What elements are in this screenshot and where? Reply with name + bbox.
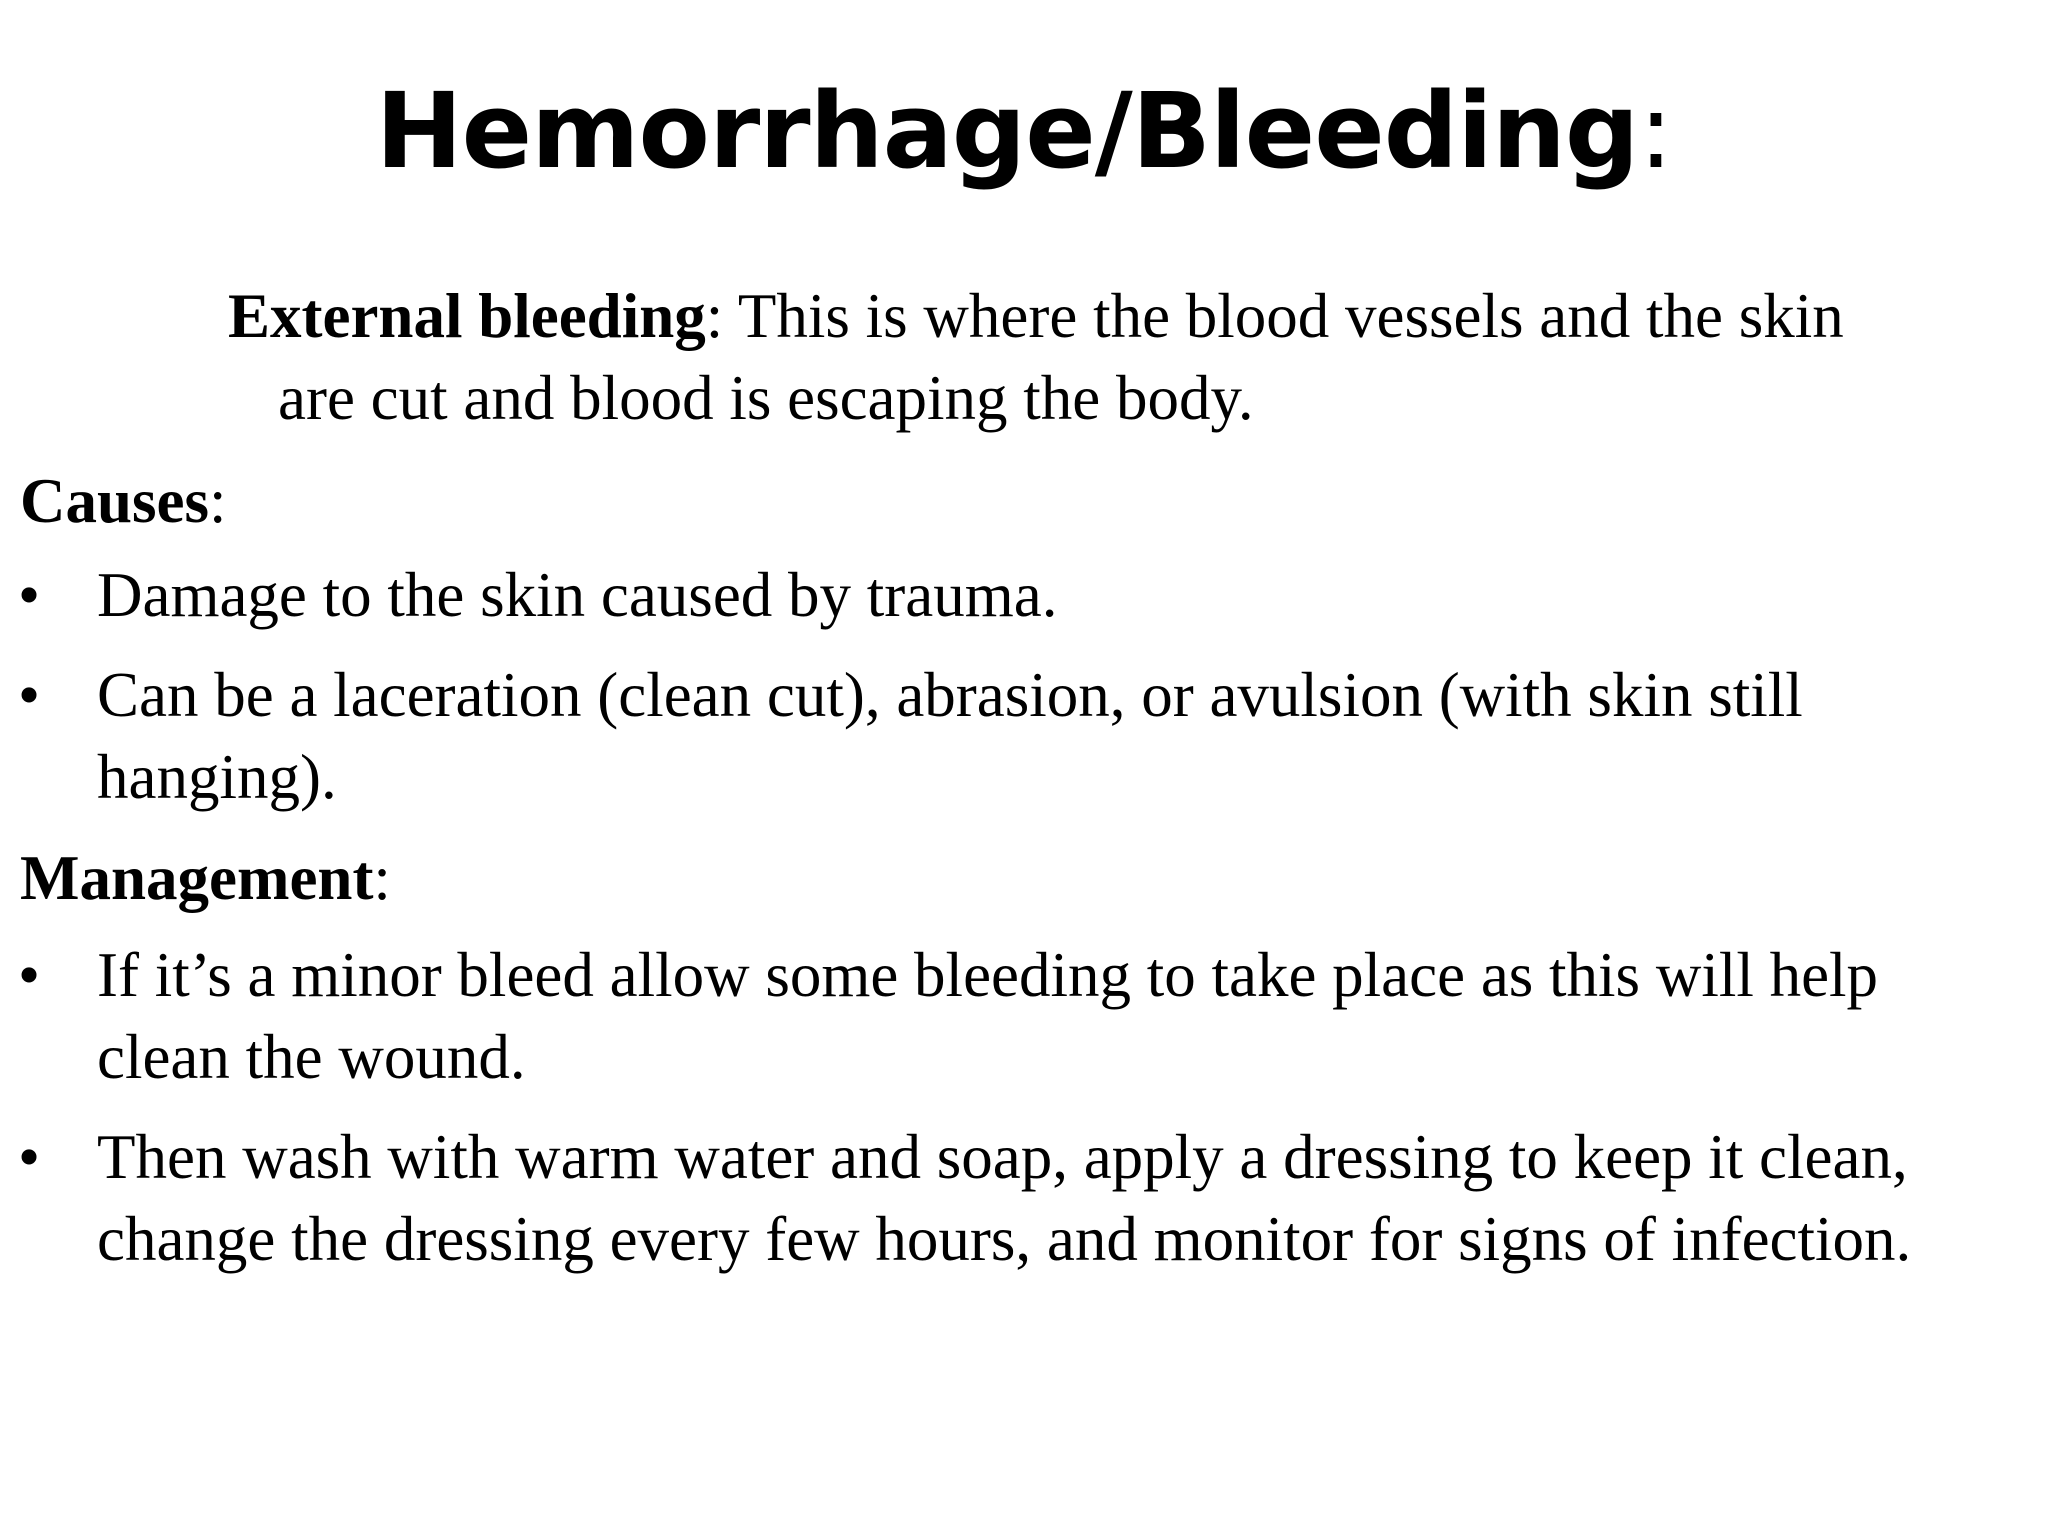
bullet-dot-icon: • — [18, 940, 41, 1010]
bullet-dot-icon: • — [18, 1122, 41, 1192]
causes-heading-text: Causes — [20, 466, 210, 536]
slide-title-colon: : — [1638, 70, 1673, 192]
management-heading-colon: : — [373, 843, 391, 913]
management-item-text: If it’s a minor bleed allow some bleeding to take place as this will help clean the wound. — [97, 940, 1879, 1092]
causes-list — [0, 554, 2010, 836]
management-heading — [20, 837, 391, 919]
causes-item — [0, 654, 2010, 818]
bullet-dot-icon: • — [18, 660, 41, 730]
management-heading-text: Management — [20, 843, 374, 913]
intro-term: External bleeding — [228, 281, 706, 351]
causes-heading — [20, 460, 227, 542]
slide-title — [0, 72, 2048, 192]
intro-paragraph — [228, 275, 2028, 439]
causes-item-text: Damage to the skin caused by trauma. — [97, 560, 1058, 630]
management-item-text: Then wash with warm water and soap, apply a dressing to keep it clean, change the dressing every few hours, and monitor for signs of infection. — [97, 1122, 1912, 1274]
intro-line-2: are cut and blood is escaping the body. — [278, 363, 1254, 433]
bullet-dot-icon: • — [18, 560, 41, 630]
causes-item-text: Can be a laceration (clean cut), abrasion, or avulsion (with skin still hanging). — [97, 660, 1803, 812]
management-list — [0, 934, 2010, 1298]
intro-separator: : — [705, 281, 724, 351]
management-item — [0, 1116, 2010, 1280]
slide-title-text: Hemorrhage/Bleeding — [375, 70, 1639, 192]
causes-heading-colon: : — [209, 466, 227, 536]
intro-line-1: This is where the blood vessels and the skin — [723, 281, 1844, 351]
management-item — [0, 934, 2010, 1098]
causes-item — [0, 554, 2010, 636]
